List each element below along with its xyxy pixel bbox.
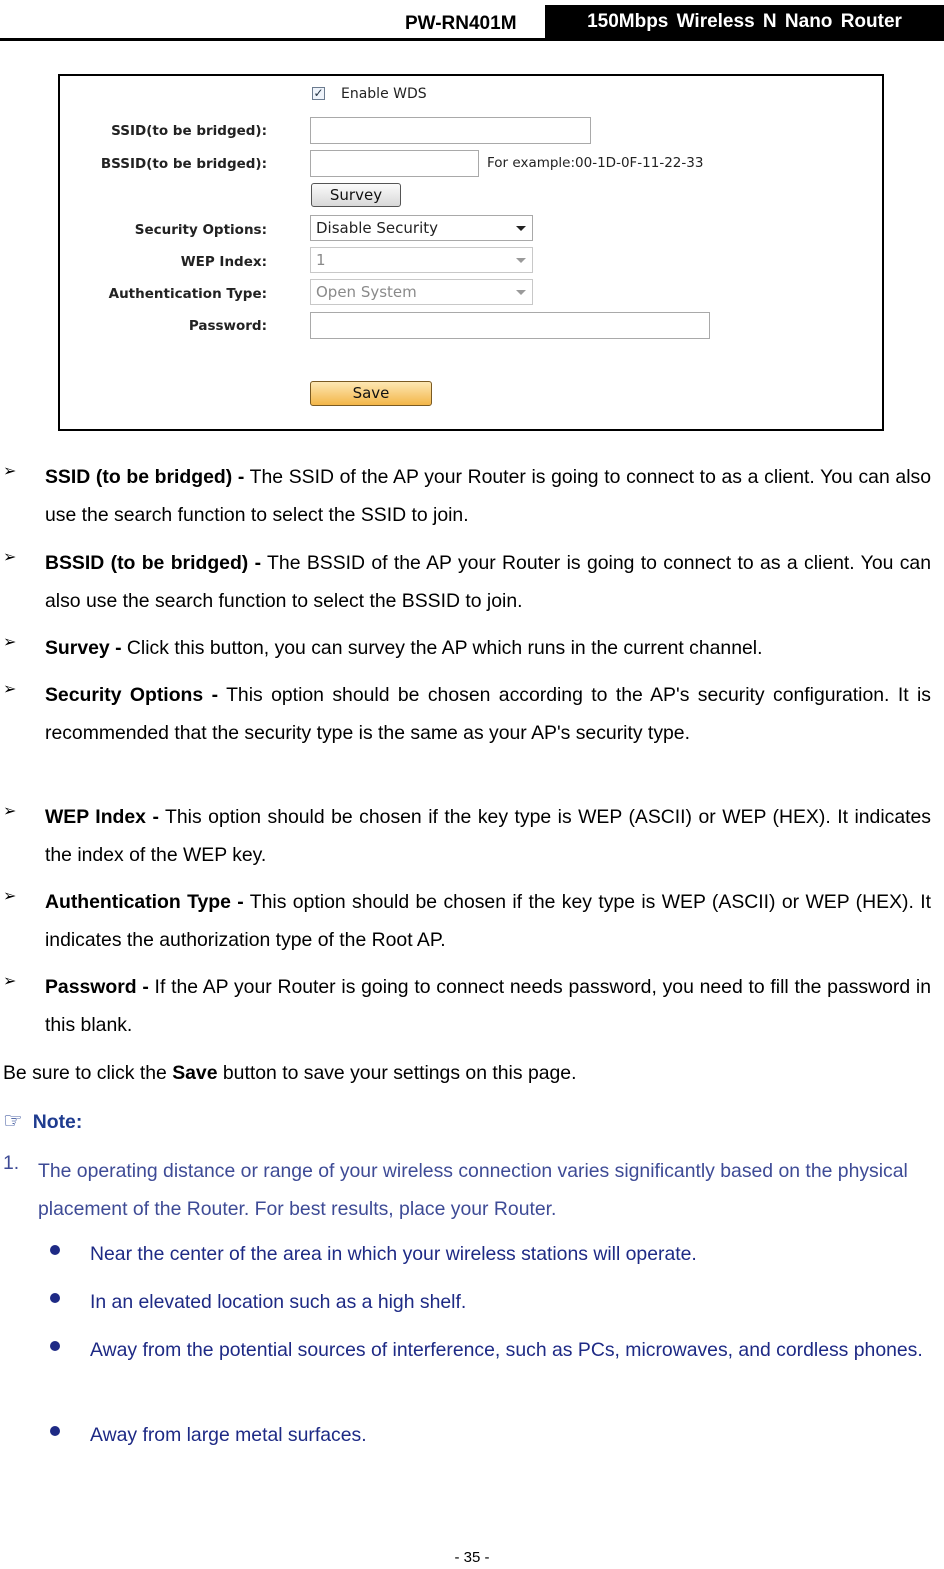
definition: This option should be chosen if the key type is WEP (ASCII) or WEP (HEX). It indicates the index of the WEP key. [45, 806, 931, 866]
bullet-text: Away from the potential sources of interference, such as PCs, microwaves, and cordless phones. [90, 1339, 923, 1361]
security-options-value: Disable Security [316, 219, 439, 237]
chevron-down-icon [516, 226, 526, 231]
bssid-example-hint: For example:00-1D-0F-11-22-33 [487, 155, 704, 171]
arrow-bullet-icon: ➢ [3, 549, 17, 566]
note-number: 1. [3, 1152, 20, 1174]
page-number: - 35 - [454, 1549, 490, 1566]
definition: If the AP your Router is going to connect needs password, you need to fill the password in this blank. [45, 976, 931, 1036]
chevron-down-icon [516, 258, 526, 263]
security-options-label: Security Options: [134, 222, 267, 238]
save-instruction: Be sure to click the Save button to save your settings on this page. [3, 1062, 577, 1084]
definition: The BSSID of the AP your Router is going to connect to as a client. You can also use the search function to select the BSSID to join. [45, 552, 931, 612]
term: Authentication Type - [45, 891, 244, 913]
bssid-input[interactable] [310, 150, 479, 177]
bullet-dot-icon [50, 1293, 60, 1303]
bullet-text: Near the center of the area in which your wireless stations will operate. [90, 1243, 697, 1265]
term: BSSID (to be bridged) - [45, 552, 262, 574]
arrow-bullet-icon: ➢ [3, 973, 17, 990]
ssid-label: SSID(to be bridged): [111, 123, 267, 139]
arrow-bullet-icon: ➢ [3, 681, 17, 698]
page-header [0, 0, 944, 42]
bullet-text: In an elevated location such as a high shelf. [90, 1291, 467, 1313]
note-heading [3, 1108, 82, 1134]
note-title: Note: [32, 1111, 83, 1133]
note-text: The operating distance or range of your wireless connection varies significantly based on the physical placement of the Router. For best results, place your Router. [38, 1160, 908, 1220]
bullet-text: Away from large metal surfaces. [90, 1424, 367, 1446]
save-button[interactable]: Save [310, 381, 432, 406]
wep-index-select[interactable] [310, 247, 533, 273]
header-rule [0, 38, 944, 41]
enable-wds-checkbox[interactable]: ✓ [313, 86, 324, 100]
wep-index-value: 1 [316, 251, 326, 269]
ssid-input[interactable] [310, 117, 591, 144]
model-name: PW-RN401M [405, 13, 517, 34]
security-options-select[interactable] [310, 215, 533, 241]
auth-type-label: Authentication Type: [108, 286, 267, 302]
arrow-bullet-icon: ➢ [3, 463, 17, 480]
survey-button[interactable]: Survey [311, 183, 401, 207]
save-emphasis: Save [172, 1062, 218, 1084]
term: WEP Index - [45, 806, 159, 828]
term: SSID (to be bridged) - [45, 466, 245, 488]
arrow-bullet-icon: ➢ [3, 634, 17, 651]
bullet-dot-icon [50, 1341, 60, 1351]
definition: The SSID of the AP your Router is going to connect to as a client. You can also use the search function to select the SSID to join. [45, 466, 931, 526]
arrow-bullet-icon: ➢ [3, 803, 17, 820]
pointing-hand-icon: ☞ [3, 1108, 23, 1133]
chevron-down-icon [516, 290, 526, 295]
definition: This option should be chosen if the key type is WEP (ASCII) or WEP (HEX). It indicates the authorization type of the Root AP. [45, 891, 931, 951]
arrow-bullet-icon: ➢ [3, 888, 17, 905]
password-label: Password: [188, 318, 267, 334]
definition: Click this button, you can survey the AP which runs in the current channel. [121, 637, 763, 659]
definition: This option should be chosen according to the AP's security configuration. It is recommended that the security type is the same as your AP's security type. [45, 684, 931, 744]
wds-settings-screenshot [58, 74, 884, 431]
bssid-label: BSSID(to be bridged): [100, 156, 267, 172]
bullet-dot-icon [50, 1245, 60, 1255]
term: Password - [45, 976, 149, 998]
term: Survey - [45, 637, 122, 659]
term: Security Options - [45, 684, 219, 706]
auth-type-select[interactable] [310, 279, 533, 305]
password-input[interactable] [310, 312, 710, 339]
auth-type-value: Open System [316, 283, 417, 301]
bullet-dot-icon [50, 1426, 60, 1436]
product-name: 150Mbps Wireless N Nano Router [545, 5, 944, 38]
enable-wds-label: Enable WDS [341, 86, 427, 102]
wep-index-label: WEP Index: [180, 254, 267, 270]
